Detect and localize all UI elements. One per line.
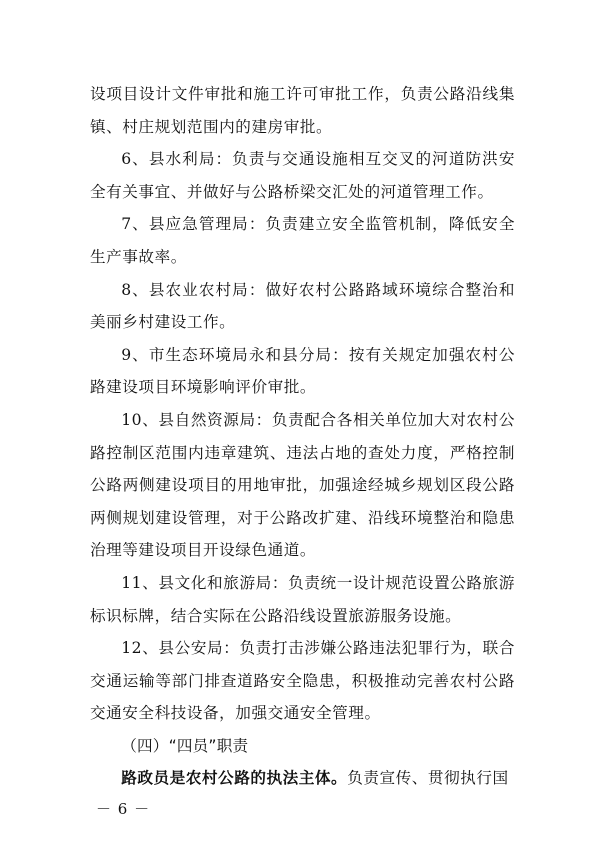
paragraph-continuation: 设项目设计文件审批和施工许可审批工作，负责公路沿线集镇、村庄规划范围内的建房审批。	[90, 85, 515, 136]
paragraph-water-bureau: 6、县水利局：负责与交通设施相互交叉的河道防洪安全有关事宜、并做好与公路桥梁交汇处的河道管理工作。	[90, 150, 515, 201]
paragraph-agriculture-bureau: 8、县农业农村局：做好农村公路路域环境综合整治和美丽乡村建设工作。	[90, 280, 515, 332]
page-number: － 6 －	[96, 800, 151, 818]
paragraph-road-officer	[90, 762, 515, 795]
paragraph-ecology-bureau: 9、市生态环境局永和县分局：按有关规定加强农村公路建设项目环境影响评价审批。	[90, 345, 515, 397]
document-body	[90, 78, 515, 795]
paragraph-public-security-bureau: 12、县公安局：负责打击涉嫌公路违法犯罪行为，联合交通运输等部门排查道路安全隐患，积极推动完善农村公路交通安全科技设备，加强交通安全管理。	[90, 639, 515, 723]
section-heading: （四）“四员”职责	[121, 736, 249, 755]
paragraph-emergency-bureau: 7、县应急管理局：负责建立安全监管机制，降低安全生产事故率。	[90, 215, 515, 266]
paragraph-natural-resources-bureau: 10、县自然资源局：负责配合各相关单位加大对农村公路控制区范围内违章建筑、违法占地的查处力度，严格控制公路两侧建设项目的用地审批，加强途经城乡规划区段公路两侧规划建设管理，对于公路改扩建、沿线环境整治和隐患治理等建设项目开设绿色通道。	[90, 410, 515, 560]
paragraph-text: 负责宣传、贯彻执行国	[347, 769, 509, 788]
bold-lead-sentence: 路政员是农村公路的执法主体。	[121, 768, 348, 788]
paragraph-culture-tourism-bureau: 11、县文化和旅游局：负责统一设计规范设置公路旅游标识标牌，结合实际在公路沿线设置旅游服务设施。	[90, 573, 515, 625]
